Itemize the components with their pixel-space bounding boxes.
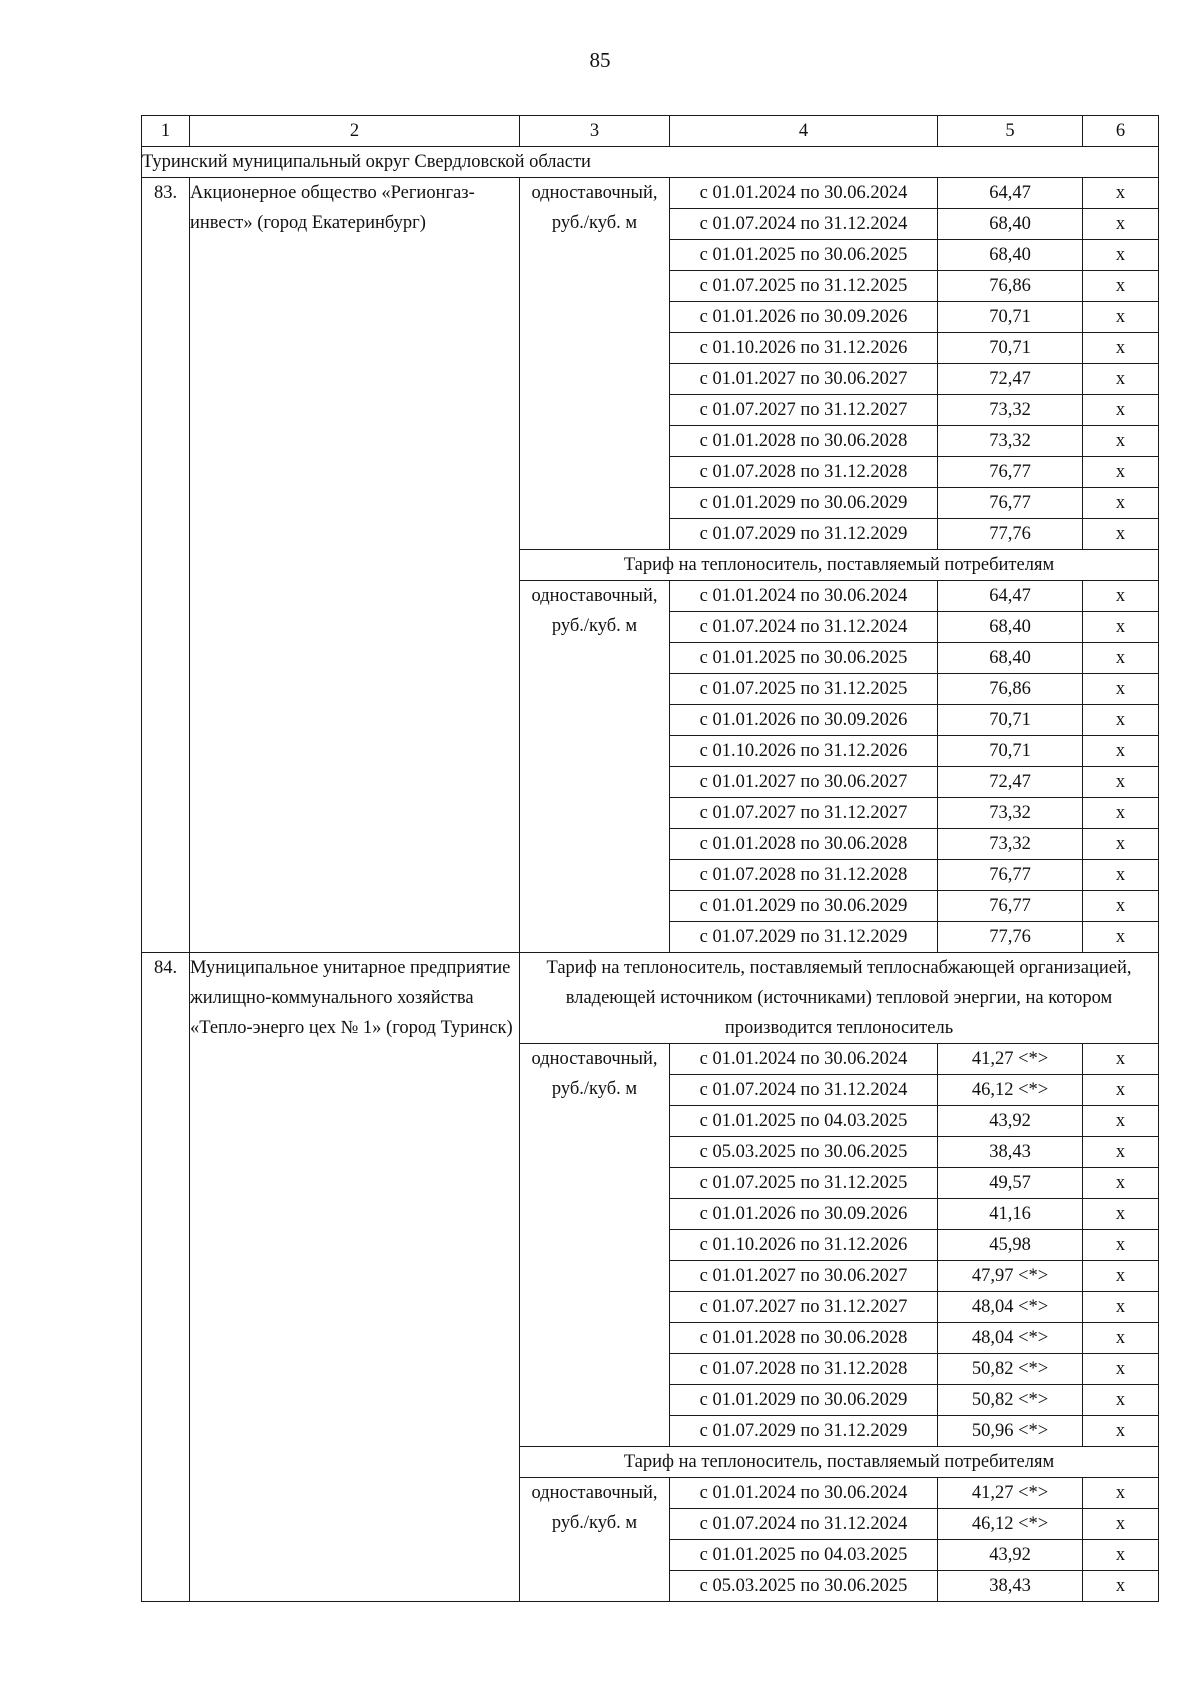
tariff-period: с 01.01.2026 по 30.09.2026 [670,1199,938,1230]
tariff-period: с 01.07.2029 по 31.12.2029 [670,519,938,550]
tariff-mark: х [1083,209,1159,240]
tariff-mark: х [1083,829,1159,860]
tariff-value: 68,40 [938,612,1083,643]
tariff-mark: х [1083,178,1159,209]
tariff-period: с 01.01.2024 по 30.06.2024 [670,1478,938,1509]
tariff-mark: х [1083,519,1159,550]
tariff-period: с 01.01.2025 по 30.06.2025 [670,240,938,271]
tariff-period: с 01.01.2026 по 30.09.2026 [670,302,938,333]
tariff-value: 76,77 [938,457,1083,488]
tariff-mark: х [1083,860,1159,891]
tariff-value: 41,16 [938,1199,1083,1230]
tariff-mark: х [1083,426,1159,457]
tariff-value: 38,43 [938,1137,1083,1168]
tariff-period: с 01.01.2027 по 30.06.2027 [670,1261,938,1292]
tariff-mark: х [1083,767,1159,798]
tariff-unit: одноставочный, руб./куб. м [520,178,670,550]
tariff-period: с 01.01.2028 по 30.06.2028 [670,1323,938,1354]
tariff-value: 68,40 [938,240,1083,271]
tariff-unit: одноставочный, руб./куб. м [520,581,670,953]
tariff-period: с 01.01.2028 по 30.06.2028 [670,426,938,457]
tariff-heading: Тариф на теплоноситель, поставляемый потребителям [520,550,1159,581]
tariff-mark: х [1083,1106,1159,1137]
tariff-value: 76,77 [938,488,1083,519]
tariff-value: 70,71 [938,302,1083,333]
tariff-mark: х [1083,488,1159,519]
tariff-value: 41,27 <*> [938,1478,1083,1509]
tariff-mark: х [1083,705,1159,736]
tariff-period: с 01.07.2027 по 31.12.2027 [670,1292,938,1323]
organization-name: Акционерное общество «Регионгаз-инвест» (город Екатеринбург) [190,178,520,953]
tariff-period: с 01.01.2027 по 30.06.2027 [670,364,938,395]
entry-number: 83. [142,178,190,953]
tariff-value: 43,92 [938,1540,1083,1571]
tariff-value: 68,40 [938,643,1083,674]
tariff-value: 50,82 <*> [938,1385,1083,1416]
tariff-mark: х [1083,798,1159,829]
tariff-period: с 01.01.2027 по 30.06.2027 [670,767,938,798]
tariff-mark: х [1083,364,1159,395]
tariff-value: 77,76 [938,922,1083,953]
tariff-period: с 01.01.2025 по 04.03.2025 [670,1106,938,1137]
column-header: 5 [938,116,1083,147]
tariff-mark: х [1083,1323,1159,1354]
tariff-mark: х [1083,1540,1159,1571]
tariff-value: 76,77 [938,860,1083,891]
tariff-value: 70,71 [938,333,1083,364]
tariff-value: 43,92 [938,1106,1083,1137]
tariff-value: 64,47 [938,581,1083,612]
tariff-value: 73,32 [938,798,1083,829]
tariff-value: 48,04 <*> [938,1292,1083,1323]
tariff-period: с 05.03.2025 по 30.06.2025 [670,1571,938,1602]
tariff-value: 76,77 [938,891,1083,922]
tariff-table [141,115,1159,1602]
tariff-period: с 01.07.2028 по 31.12.2028 [670,457,938,488]
tariff-mark: х [1083,1416,1159,1447]
tariff-value: 73,32 [938,426,1083,457]
tariff-mark: х [1083,1168,1159,1199]
tariff-mark: х [1083,612,1159,643]
tariff-value: 76,86 [938,271,1083,302]
tariff-mark: х [1083,240,1159,271]
tariff-value: 70,71 [938,736,1083,767]
tariff-period: с 01.10.2026 по 31.12.2026 [670,736,938,767]
tariff-period: с 01.10.2026 по 31.12.2026 [670,1230,938,1261]
tariff-mark: х [1083,1385,1159,1416]
tariff-mark: х [1083,891,1159,922]
tariff-unit: одноставочный, руб./куб. м [520,1478,670,1602]
tariff-mark: х [1083,1478,1159,1509]
tariff-period: с 01.01.2028 по 30.06.2028 [670,829,938,860]
tariff-mark: х [1083,271,1159,302]
tariff-period: с 01.10.2026 по 31.12.2026 [670,333,938,364]
tariff-value: 70,71 [938,705,1083,736]
tariff-period: с 01.01.2025 по 30.06.2025 [670,643,938,674]
region-title: Туринский муниципальный округ Свердловской области [142,147,1159,178]
organization-name: Муниципальное унитарное предприятие жилищно-коммунального хозяйства «Тепло-энерго цех № 1» (город Туринск) [190,953,520,1602]
tariff-value: 45,98 [938,1230,1083,1261]
tariff-period: с 01.01.2029 по 30.06.2029 [670,891,938,922]
column-header: 4 [670,116,938,147]
tariff-value: 41,27 <*> [938,1044,1083,1075]
tariff-value: 64,47 [938,178,1083,209]
column-header: 3 [520,116,670,147]
tariff-value: 72,47 [938,364,1083,395]
tariff-mark: х [1083,922,1159,953]
region-row [142,147,1159,178]
entry-number: 84. [142,953,190,1602]
tariff-value: 76,86 [938,674,1083,705]
tariff-value: 68,40 [938,209,1083,240]
tariff-mark: х [1083,1075,1159,1106]
tariff-period: с 01.07.2024 по 31.12.2024 [670,612,938,643]
tariff-period: с 01.07.2028 по 31.12.2028 [670,1354,938,1385]
column-header: 2 [190,116,520,147]
tariff-mark: х [1083,736,1159,767]
tariff-value: 50,82 <*> [938,1354,1083,1385]
tariff-mark: х [1083,457,1159,488]
tariff-period: с 01.01.2029 по 30.06.2029 [670,1385,938,1416]
tariff-period: с 01.01.2024 по 30.06.2024 [670,581,938,612]
tariff-mark: х [1083,1571,1159,1602]
tariff-mark: х [1083,1509,1159,1540]
tariff-mark: х [1083,1292,1159,1323]
column-number-row [142,116,1159,147]
tariff-mark: х [1083,643,1159,674]
tariff-value: 46,12 <*> [938,1509,1083,1540]
tariff-value: 73,32 [938,829,1083,860]
tariff-value: 77,76 [938,519,1083,550]
tariff-mark: х [1083,1230,1159,1261]
page-number: 85 [589,48,611,72]
tariff-value: 73,32 [938,395,1083,426]
tariff-mark: х [1083,333,1159,364]
tariff-period: с 01.01.2024 по 30.06.2024 [670,178,938,209]
tariff-period: с 01.07.2025 по 31.12.2025 [670,271,938,302]
tariff-period: с 01.07.2024 по 31.12.2024 [670,1075,938,1106]
tariff-value: 72,47 [938,767,1083,798]
tariff-value: 47,97 <*> [938,1261,1083,1292]
tariff-period: с 01.07.2027 по 31.12.2027 [670,395,938,426]
tariff-mark: х [1083,1354,1159,1385]
tariff-value: 49,57 [938,1168,1083,1199]
tariff-unit: одноставочный, руб./куб. м [520,1044,670,1447]
tariff-mark: х [1083,395,1159,426]
tariff-period: с 01.07.2025 по 31.12.2025 [670,674,938,705]
tariff-mark: х [1083,1044,1159,1075]
tariff-period: с 01.07.2024 по 31.12.2024 [670,209,938,240]
tariff-value: 50,96 <*> [938,1416,1083,1447]
tariff-period: с 01.01.2025 по 04.03.2025 [670,1540,938,1571]
tariff-mark: х [1083,581,1159,612]
tariff-mark: х [1083,1261,1159,1292]
tariff-period: с 01.07.2027 по 31.12.2027 [670,798,938,829]
tariff-value: 38,43 [938,1571,1083,1602]
tariff-heading: Тариф на теплоноситель, поставляемый потребителям [520,1447,1159,1478]
tariff-period: с 01.07.2028 по 31.12.2028 [670,860,938,891]
tariff-row [142,178,1159,209]
tariff-mark: х [1083,302,1159,333]
tariff-heading-row [142,953,1159,1044]
tariff-period: с 05.03.2025 по 30.06.2025 [670,1137,938,1168]
tariff-period: с 01.01.2029 по 30.06.2029 [670,488,938,519]
tariff-mark: х [1083,674,1159,705]
tariff-mark: х [1083,1199,1159,1230]
tariff-period: с 01.01.2026 по 30.09.2026 [670,705,938,736]
column-header: 6 [1083,116,1159,147]
tariff-heading: Тариф на теплоноситель, поставляемый теплоснабжающей организацией, владеющей источником (источниками) тепловой энергии, на котором производится теплоноситель [520,953,1159,1044]
tariff-period: с 01.01.2024 по 30.06.2024 [670,1044,938,1075]
tariff-value: 46,12 <*> [938,1075,1083,1106]
tariff-period: с 01.07.2024 по 31.12.2024 [670,1509,938,1540]
tariff-value: 48,04 <*> [938,1323,1083,1354]
tariff-period: с 01.07.2029 по 31.12.2029 [670,1416,938,1447]
tariff-period: с 01.07.2029 по 31.12.2029 [670,922,938,953]
tariff-mark: х [1083,1137,1159,1168]
column-header: 1 [142,116,190,147]
tariff-period: с 01.07.2025 по 31.12.2025 [670,1168,938,1199]
